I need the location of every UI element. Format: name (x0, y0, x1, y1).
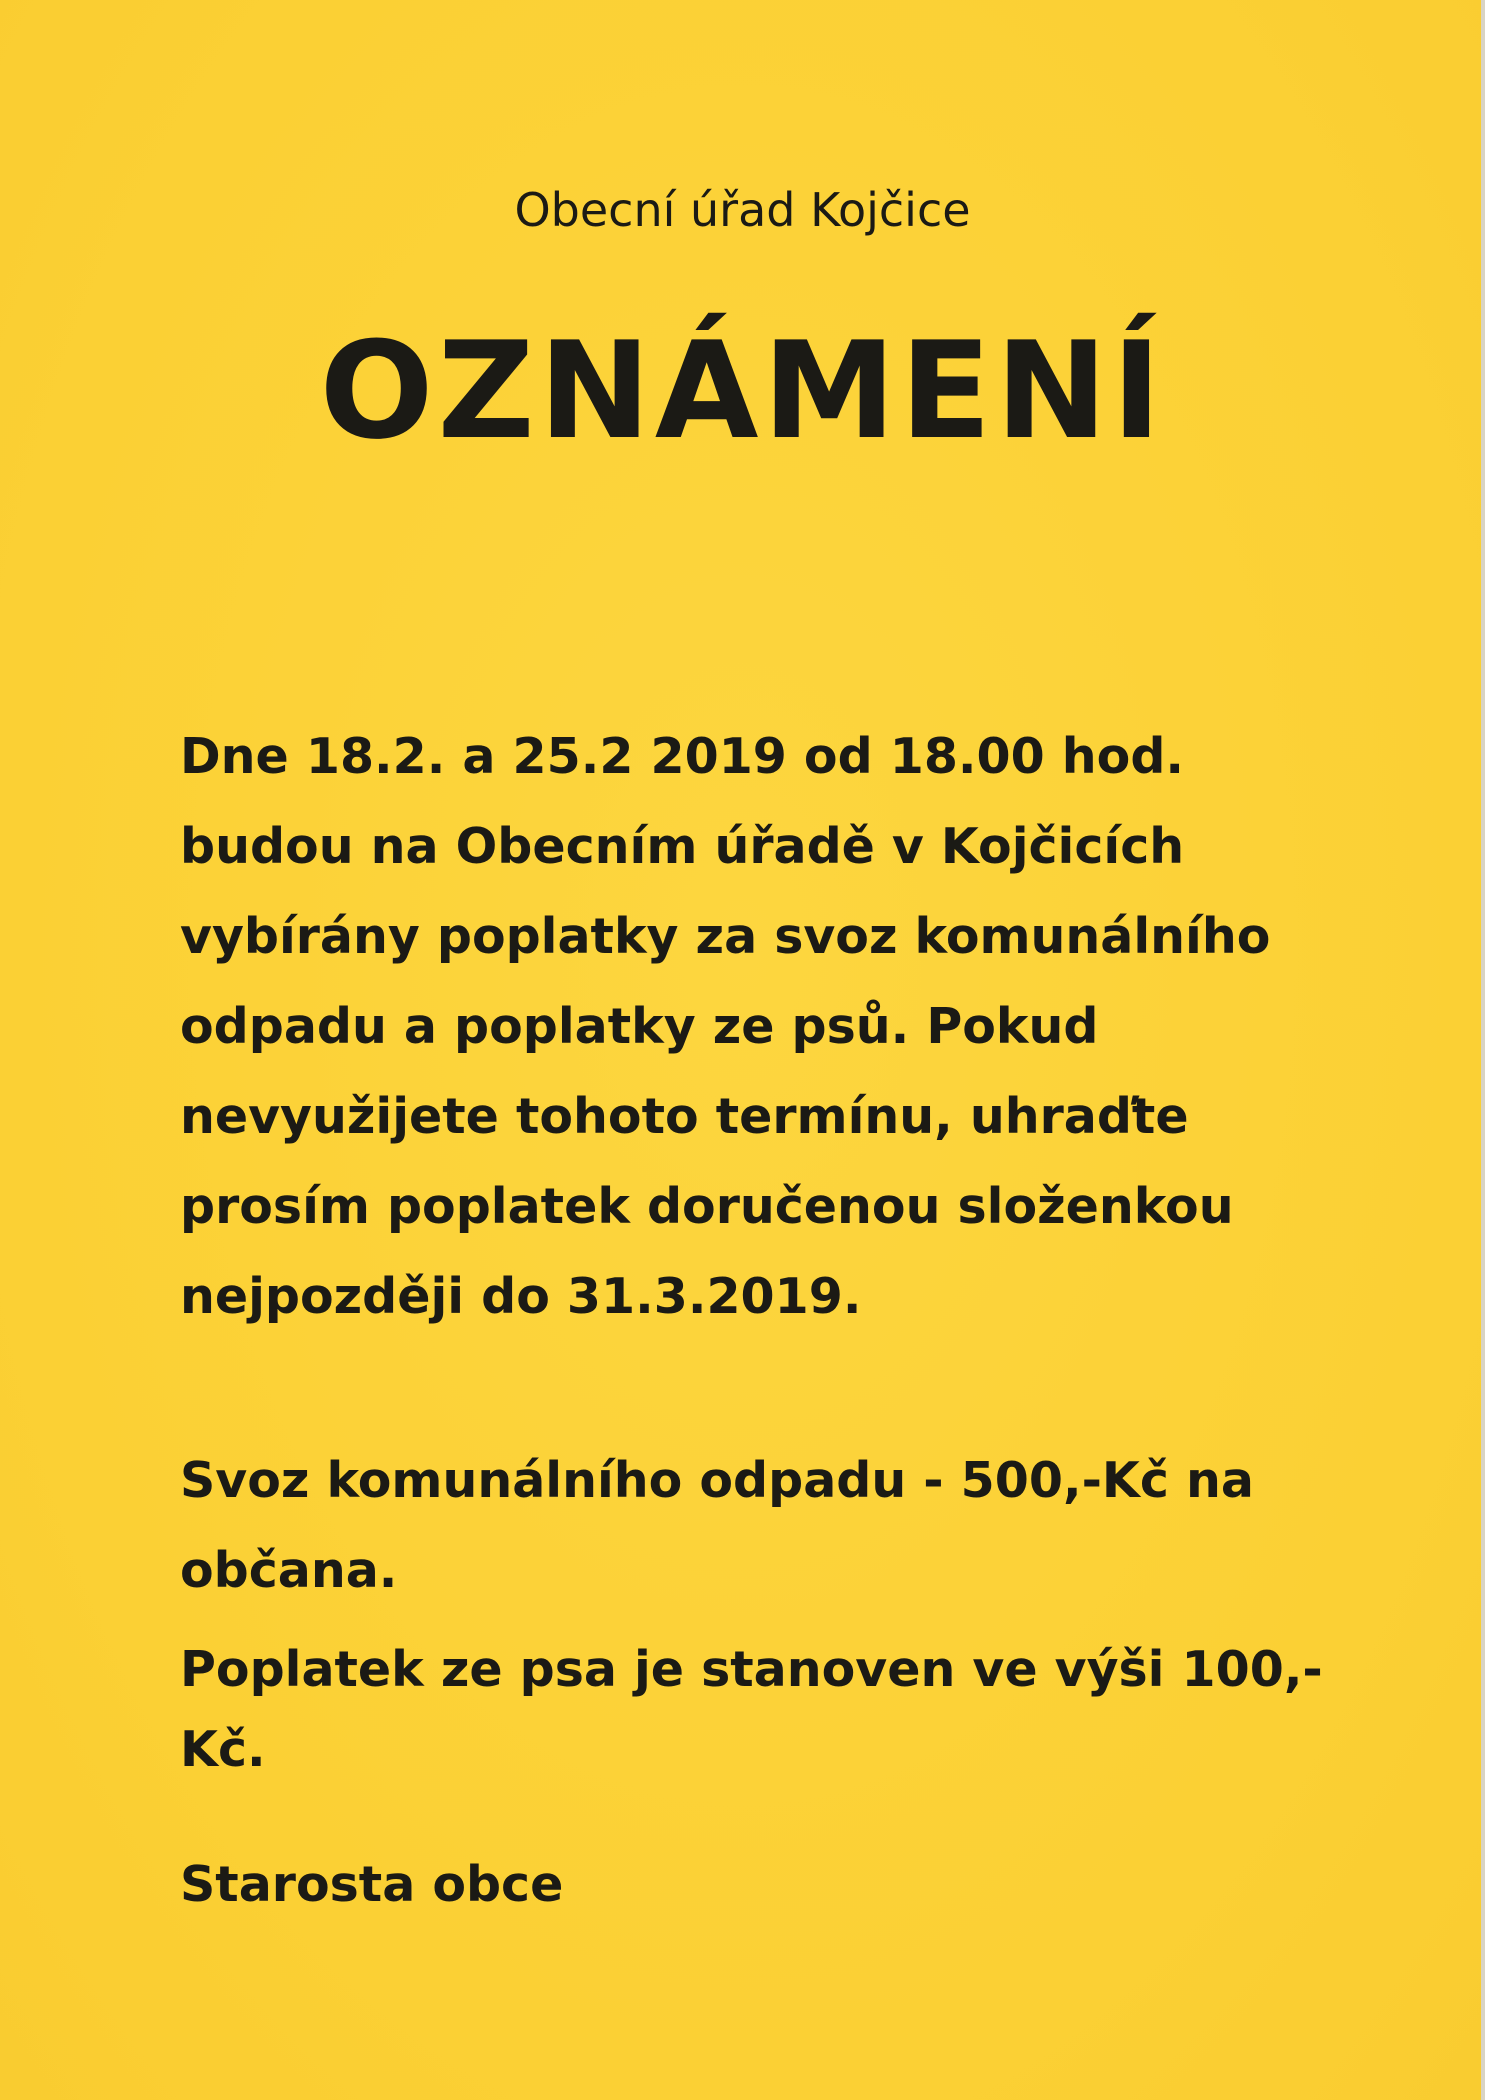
notice-body: Dne 18.2. a 25.2 2019 od 18.00 hod. budou na Obecním úřadě v Kojčicích vybírány poplatky za svoz komunálního odpadu a poplatky ze psů. Pokud nevyužijete tohoto termínu, uhraďte prosím poplatek doručenou složenkou nejpozději do 31.3.2019. (180, 728, 1271, 1325)
waste-fee-line: Svoz komunálního odpadu - 500,-Kč na občana. (180, 1452, 1254, 1599)
notice-title: OZNÁMENÍ (319, 313, 1166, 469)
paper-edge (1481, 0, 1485, 2100)
dog-fee-line: Poplatek ze psa je stanoven ve výši 100,-Kč. (180, 1641, 1323, 1778)
office-name: Obecní úřad Kojčice (514, 183, 971, 237)
signature: Starosta obce (180, 1856, 564, 1913)
